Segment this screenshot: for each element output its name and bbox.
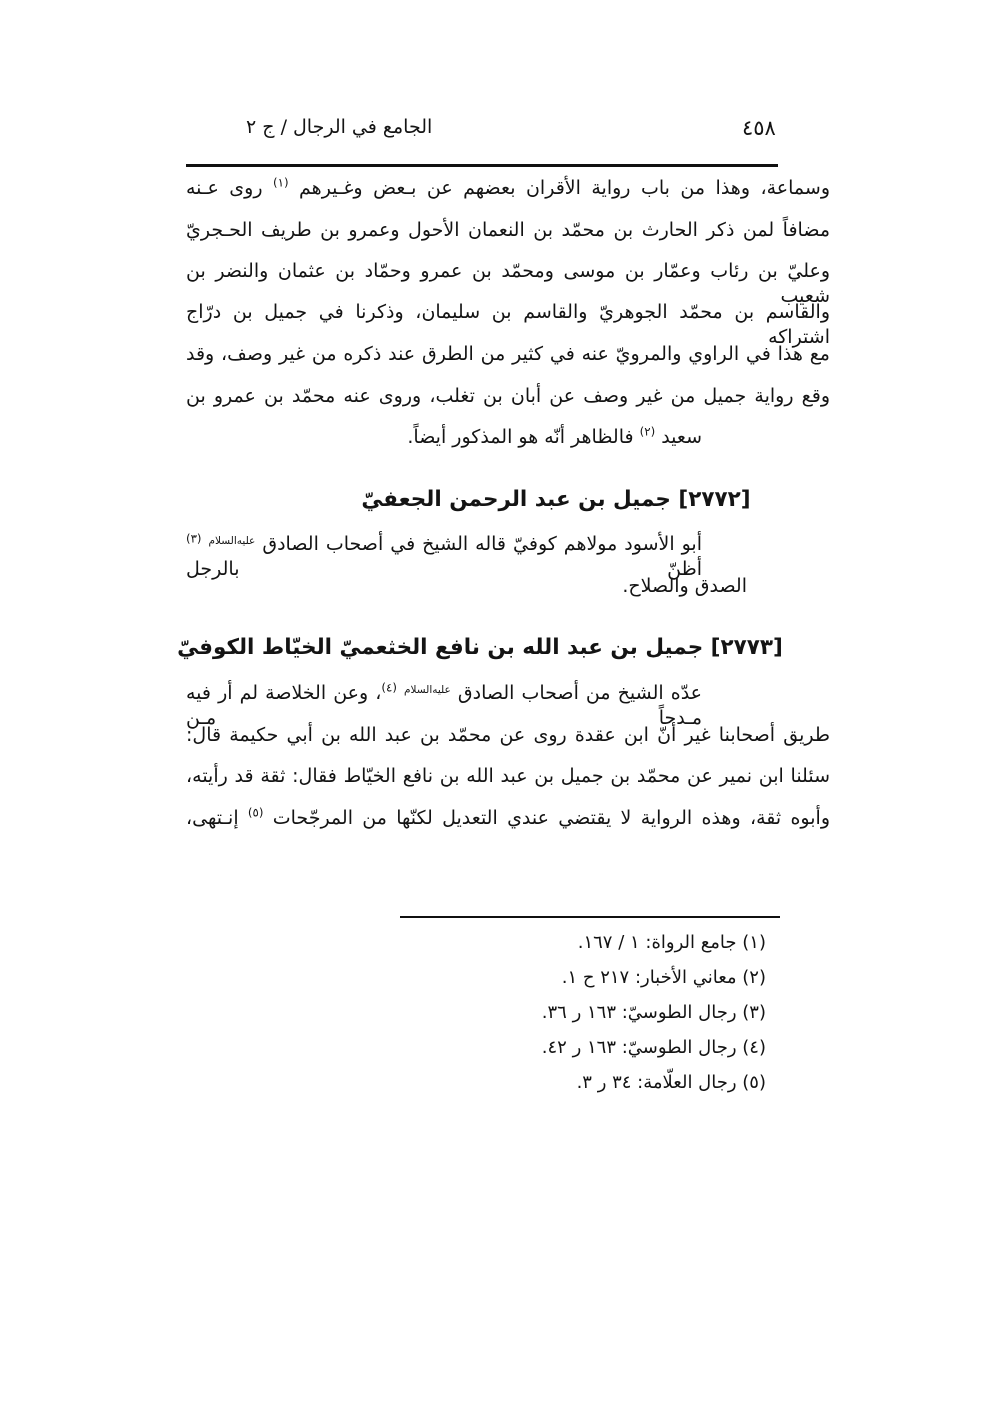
page-number: ٤٥٨: [742, 116, 776, 140]
footnote-marker: (٣): [186, 531, 202, 546]
footnote-marker: (٥): [247, 805, 264, 820]
footnote: (١) جامع الرواة: ١ / ١٦٧.: [577, 932, 766, 953]
footnote-marker: (١): [273, 175, 289, 190]
body-line: سعيد $^{(٢)}$ فالظاهر أنّه هو المذكور أيضاً.: [407, 424, 702, 448]
body-line: طريق أصحابنا غير أنّ ابن عقدة روى عن محمّد بن عبد الله بن أبي حكيمة قال:: [186, 724, 830, 746]
body-line: عدّه الشيخ من أصحاب الصادق عليه‌السلام $^{(٤)}$، وعن الخلاصة لم أر فيه مـدحاً مـن: [186, 680, 703, 729]
body-line: أبو الأسود مولاهم كوفيّ قاله الشيخ في أصحاب الصادق عليه‌السلام $^{(٣)}$ أظنّ بالرجل: [186, 531, 702, 580]
body-line: مع هذا في الراوي والمرويّ عنه في كثير من الطرق عند ذكره من غير وصف، وقد: [186, 343, 830, 365]
footnote-marker: (٤): [381, 680, 397, 695]
body-line: والقاسم بن محمّد الجوهريّ والقاسم بن سليمان، وذكرنا في جميل بن درّاج اشتراكه: [186, 301, 830, 348]
body-line: وسماعة، وهذا من باب رواية الأقران بعضهم عن بـعض وغـيرهم $^{(١)}$ روى عـنه: [186, 175, 831, 199]
body-line: سئلنا ابن نمير عن محمّد بن جميل بن عبد الله بن نافع الخيّاط فقال: ثقة قد رأيته،: [186, 765, 830, 787]
footnote: (٤) رجال الطوسيّ: ١٦٣ ر ٤٢.: [541, 1037, 766, 1058]
footnote: (٥) رجال العلّامة: ٣٤ ر ٣.: [576, 1072, 766, 1093]
entry-heading-2772: [٢٧٧٢] جميل بن عبد الرحمن الجعفيّ: [361, 487, 751, 512]
alayhis-salam-symbol: عليه‌السلام: [208, 535, 256, 547]
footnote-marker: (٢): [639, 424, 656, 439]
alayhis-salam-symbol: عليه‌السلام: [404, 684, 451, 696]
body-line: وعليّ بن رئاب وعمّار بن موسى ومحمّد بن عمرو وحمّاد بن عثمان والنضر بن شعيب: [186, 260, 830, 307]
footnote: (٣) رجال الطوسيّ: ١٦٣ ر ٣٦.: [541, 1002, 766, 1023]
body-line: مضافاً لمن ذكر الحارث بن محمّد بن النعمان الأحول وعمرو بن طريف الحـجريّ: [186, 219, 830, 241]
body-line: وقع رواية جميل من غير وصف عن أبان بن تغلب، وروى عنه محمّد بن عمرو بن: [186, 385, 830, 407]
body-line: الصدق والصلاح.: [622, 575, 747, 597]
footnote-separator-rule: [400, 916, 780, 918]
body-line: وأبوه ثقة، وهذه الرواية لا يقتضي عندي التعديل لكنّها من المرجّحات $^{(٥)}$ إنـتهى،: [186, 805, 830, 829]
running-header-title: الجامع في الرجال / ج ٢: [246, 116, 433, 138]
footnote: (٢) معاني الأخبار: ٢١٧ ح ١.: [561, 967, 766, 988]
header-rule: [186, 164, 778, 167]
entry-heading-2773: [٢٧٧٣] جميل بن عبد الله بن نافع الخثعميّ الخيّاط الكوفيّ: [177, 635, 783, 660]
text-block: [177, 0, 831, 1403]
